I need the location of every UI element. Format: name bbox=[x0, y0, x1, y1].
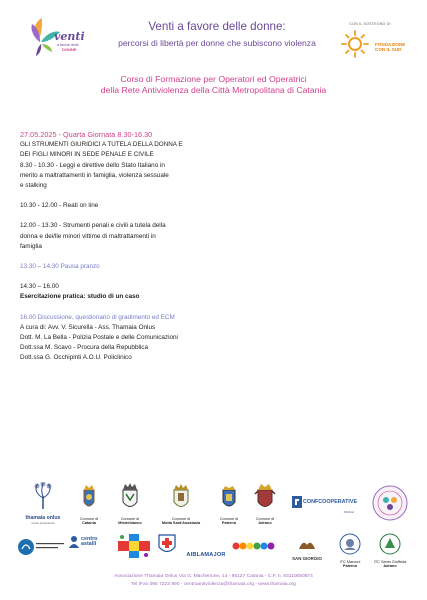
thamaia-caption: centro antiviolenza bbox=[31, 521, 55, 525]
program-schedule bbox=[20, 130, 250, 364]
curated-by-1: A cura di: Avv. V. Sicurella - Ass. Thamaia Onlus bbox=[20, 323, 156, 331]
thamaia-name: thamaia onlus bbox=[25, 515, 61, 521]
program-heading-1: GLI STRUMENTI GIURIDICI A TUTELA DELLA DONNA E bbox=[20, 141, 183, 149]
garante-logo bbox=[18, 537, 66, 562]
comune-adrano-logo: Comune di Adrano bbox=[248, 482, 282, 526]
comune-misterbianco-logo: Comune di Misterbianco bbox=[110, 482, 150, 526]
discussion-session: 16.00 Discussione, questionario di gradimento ed ECM bbox=[20, 313, 175, 321]
tree-icon bbox=[28, 482, 58, 510]
curated-by-3: Dott.ssa M. Scavo - Procura della Repubblica bbox=[20, 344, 148, 352]
colorful-letters-logo bbox=[232, 539, 276, 558]
san-giorgio-logo: SAN GIORGIO bbox=[286, 537, 328, 561]
colorful-cross-logo bbox=[114, 533, 154, 564]
thamaia-logo bbox=[20, 482, 66, 525]
paterno-crest-icon bbox=[220, 484, 238, 512]
session-3-line-1: 12.00 - 13.30 - Strumenti penali e civili a tutela della bbox=[20, 222, 166, 230]
lunch-break: 13.30 – 14.30 Pausa pranzo bbox=[20, 263, 100, 271]
confcooperative-mark-icon bbox=[292, 496, 302, 508]
comune-catania-logo: Comune di Catania bbox=[72, 484, 106, 526]
curated-by-2: Dott. M. La Bella - Polizia Postale e delle Comunicazioni bbox=[20, 334, 178, 342]
astalli-mark-icon bbox=[68, 535, 80, 549]
adrano-crest-icon bbox=[253, 482, 277, 512]
session-3-line-3: famiglia bbox=[20, 242, 42, 250]
svg-text:venti: venti bbox=[54, 30, 85, 43]
session-1-line-3: e stalking bbox=[20, 182, 47, 190]
seal-icon bbox=[370, 484, 410, 522]
footer-address: Associazione Thamaia Onlus Via G. Macherione, 14 - 95127 Catania - C.F. n. 93110050874 bbox=[114, 574, 313, 579]
cross-mosaic-icon bbox=[116, 533, 152, 559]
venti-leaf-icon bbox=[28, 14, 94, 62]
project-title: Venti a favore delle donne: bbox=[148, 20, 286, 33]
program-date: 27.05.2025 - Quarta Giornata 8.30-16.30 bbox=[20, 130, 153, 139]
itc-marconi-logo: ITC Marconi Paternò bbox=[332, 533, 368, 569]
comune-motta-logo: Comune di Motta Sant'Anastasia bbox=[156, 482, 206, 526]
aiblamajor-logo: AIBLAMAJOR bbox=[186, 552, 226, 558]
misterbianco-crest-icon bbox=[118, 482, 142, 512]
giuffrida-seal-icon bbox=[379, 533, 401, 555]
confcooperative-logo: CONFCOOPERATIVE SICILIA bbox=[292, 496, 362, 514]
svg-text:a favore delle: a favore delle bbox=[57, 43, 79, 47]
session-4-description: Esercitazione pratica: studio di un caso bbox=[20, 293, 140, 301]
centro-astalli-logo: centro astalli bbox=[68, 535, 114, 549]
catania-crest-icon bbox=[80, 484, 98, 512]
shield-cross-icon bbox=[157, 533, 177, 557]
footer-contacts: Tel./Fax 095 7223 990 - centroantiviolenza@thamaia.org - www.thamaia.org bbox=[131, 582, 296, 587]
sponsor-name: FONDAZIONE CON IL SUD bbox=[375, 42, 406, 52]
session-2: 10.30 - 12.00 - Reati on line bbox=[20, 202, 99, 210]
comune-paterno-logo: Comune di Paternò bbox=[212, 484, 246, 526]
course-title-line-2: della Rete Antiviolenza della Città Metropolitana di Catania bbox=[100, 85, 327, 95]
partner-logos-row-1 bbox=[20, 482, 410, 534]
catania-label: Catania bbox=[82, 521, 96, 526]
marconi-seal-icon bbox=[339, 533, 361, 555]
dragon-icon bbox=[297, 537, 317, 551]
curated-by-4: Dott.ssa G. Occhipinti A.O.U. Policlinico bbox=[20, 354, 132, 362]
fondazione-con-il-sud-logo bbox=[327, 20, 413, 60]
emergency-cross-logo bbox=[156, 533, 178, 562]
partner-logos-row-2 bbox=[18, 533, 410, 571]
sponsor-caption: CON IL SOSTEGNO DI bbox=[349, 22, 391, 26]
venti-logo bbox=[28, 14, 94, 62]
session-1-line-2: merito a maltrattamenti in famiglia, violenza sessuale bbox=[20, 171, 169, 179]
paterno-label: Paternò bbox=[221, 521, 237, 526]
project-subtitle: percorsi di libertà per donne che subiscono violenza bbox=[118, 38, 316, 48]
misterbianco-label: Misterbianco bbox=[118, 521, 142, 526]
program-heading-2: DEI FIGLI MINORI IN SEDE PENALE E CIVILE bbox=[20, 151, 154, 159]
course-title-line-1: Corso di Formazione per Operatori ed Operatrici bbox=[120, 74, 307, 84]
itc-giuffrida-logo: ITC Santo Giuffrida Adrano bbox=[370, 533, 410, 569]
motta-label: Motta Sant'Anastasia bbox=[161, 521, 201, 526]
sun-icon bbox=[335, 28, 375, 58]
session-3-line-2: donna e dei/lle minori vittime di maltrattamenti in bbox=[20, 232, 156, 240]
motta-crest-icon bbox=[169, 482, 193, 512]
session-1-line-1: 8.30 - 10.30 - Leggi e direttive dello Stato Italiano in bbox=[20, 161, 165, 169]
svg-text:DONNE: DONNE bbox=[62, 47, 77, 52]
adrano-label: Adrano bbox=[258, 521, 272, 526]
garante-mark-icon bbox=[18, 537, 66, 557]
round-partner-seal bbox=[370, 484, 410, 527]
session-4-time: 14.30 – 16.00 bbox=[20, 283, 59, 291]
colorful-letters-icon bbox=[232, 539, 276, 553]
